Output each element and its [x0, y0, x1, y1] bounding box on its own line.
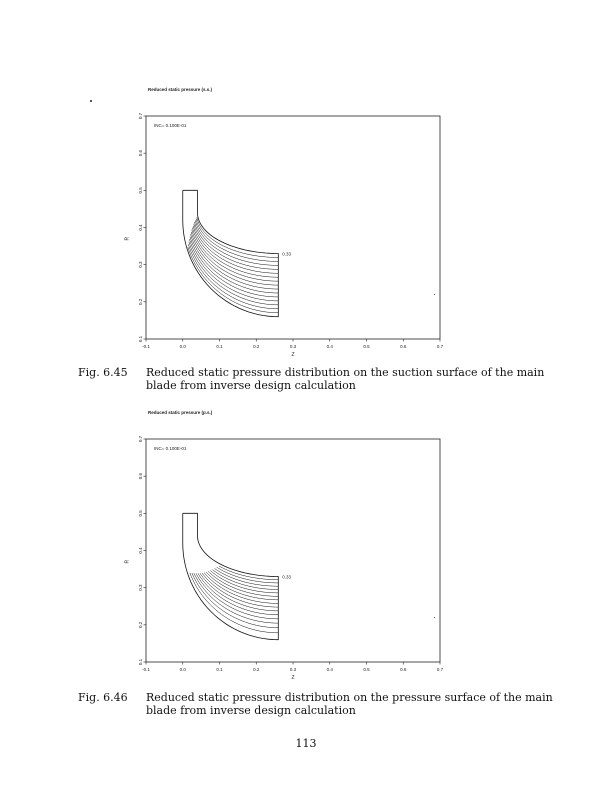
x-tick-label: 0.4: [326, 344, 333, 349]
y-tick-label: 0.3: [138, 261, 144, 268]
x-tick-label: 0.0: [179, 667, 186, 672]
y-tick-label: 0.5: [138, 510, 144, 517]
x-tick-label: 0.2: [253, 667, 260, 672]
x-tick-label: 0.3: [289, 667, 297, 672]
caption-number: Fig. 6.46: [78, 691, 128, 704]
x-tick-label: 0.3: [289, 344, 297, 349]
plot-title: Reduced static pressure (s.s.): [148, 87, 213, 92]
y-tick-label: 0.2: [138, 298, 144, 305]
y-tick-label: 0.6: [138, 150, 144, 157]
x-tick-label: -0.1: [142, 344, 150, 349]
y-tick-label: 0.7: [138, 435, 144, 443]
x-tick-label: 0.4: [326, 667, 333, 672]
x-axis-label: Z: [291, 352, 295, 358]
x-tick-label: 0.5: [363, 344, 370, 349]
inc-annotation: INC= 0.100E-01: [154, 446, 187, 451]
x-axis-label: Z: [291, 675, 295, 681]
contour-line: [219, 566, 278, 580]
x-tick-label: 0.1: [216, 344, 223, 349]
y-tick-label: 0.1: [138, 335, 144, 343]
contour-line: [200, 573, 278, 611]
y-axis-label: R: [124, 236, 131, 241]
inc-annotation: INC= 0.100E-01: [154, 123, 187, 128]
y-tick-label: 0.1: [138, 658, 144, 666]
contour-line: [198, 573, 278, 614]
y-tick-label: 0.3: [138, 584, 144, 591]
x-tick-label: 0.7: [436, 667, 444, 672]
contour-line: [192, 573, 278, 628]
y-tick-label: 0.4: [138, 547, 144, 554]
x-tick-label: 0.2: [253, 344, 260, 349]
x-tick-label: 0.1: [216, 667, 223, 672]
y-tick-label: 0.2: [138, 621, 144, 628]
y-tick-label: 0.4: [138, 224, 144, 231]
caption-text: Reduced static pressure distribution on the suction surface of the main blade from inverse design calculation: [146, 366, 545, 392]
caption-number: Fig. 6.45: [78, 366, 128, 379]
y-tick-label: 0.7: [138, 112, 144, 120]
figure-caption: [78, 691, 558, 721]
x-tick-label: 0.7: [436, 344, 444, 349]
plot-title: Reduced static pressure (p.s.): [148, 410, 213, 415]
x-tick-label: 0.6: [400, 344, 407, 349]
contour-line: [194, 573, 278, 623]
plot-frame: [146, 439, 440, 662]
contour-label: 0.33: [282, 574, 292, 580]
passage-outline: [183, 513, 279, 639]
y-tick-label: 0.6: [138, 473, 144, 480]
y-tick-label: 0.5: [138, 187, 144, 194]
caption-text: Reduced static pressure distribution on the pressure surface of the main blade from inverse design calculation: [146, 691, 553, 717]
x-tick-label: 0.0: [179, 344, 186, 349]
x-tick-label: 0.5: [363, 667, 370, 672]
y-axis-label: R: [124, 559, 131, 564]
x-tick-label: 0.6: [400, 667, 407, 672]
page-number: 113: [295, 737, 317, 750]
contour-label: 0.33: [282, 251, 292, 257]
x-tick-label: -0.1: [142, 667, 150, 672]
